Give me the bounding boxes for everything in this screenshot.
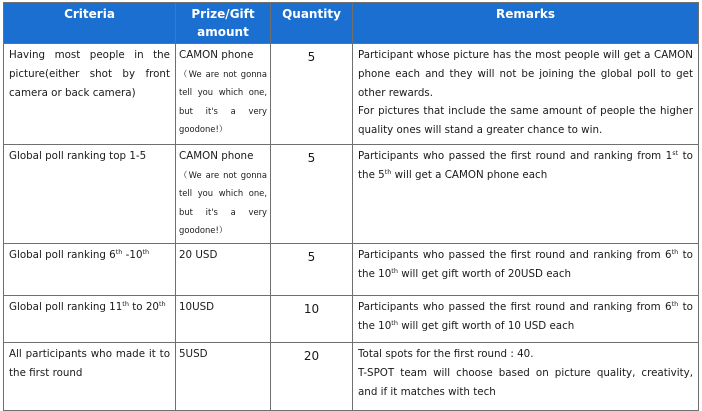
ordinal-suffix: th [391,319,398,328]
criteria-cell: Having most people in the picture(either shot by front camera or back camera) [4,44,176,145]
prize-label: CAMON phone [179,149,254,162]
criteria-text: to 20 [128,301,159,314]
rewards-table [3,2,699,411]
remarks-text: Participants who passed the first round and ranking from 1 [358,149,673,162]
header-row [4,3,699,44]
remarks-paragraph [358,298,693,336]
remarks-paragraph: For pictures that include the same amount of people the higher quality ones will stand a greater chance to win. [358,105,693,137]
prize-note: （We are not gonna tell you which one, but it's a very goodone!） [179,68,267,135]
remarks-paragraph: Total spots for the first round : 40. [358,348,534,361]
criteria-cell: All participants who made it to the first round [4,343,176,411]
quantity-cell: 5 [271,244,353,296]
prize-cell: 5USD [176,343,271,411]
remarks-cell [353,343,699,411]
ordinal-suffix: th [122,300,129,309]
remarks-text: to the 5 [358,149,693,181]
prize-cell: 20 USD [176,244,271,296]
prize-header-line1: Prize/Gift [191,7,255,21]
remarks-header: Remarks [353,3,699,44]
prize-header [176,3,271,44]
prize-cell: 10USD [176,296,271,343]
table-row [4,244,699,296]
remarks-paragraph [358,147,693,185]
quantity-cell: 20 [271,343,353,411]
remarks-cell [353,296,699,343]
remarks-paragraph [358,246,693,284]
ordinal-suffix: th [384,167,392,176]
ordinal-suffix: st [672,148,679,157]
criteria-cell [4,244,176,296]
criteria-text: Global poll ranking 6 [9,249,116,262]
quantity-cell: 5 [271,44,353,145]
quantity-cell: 10 [271,296,353,343]
remarks-text: to the 10 [358,301,693,333]
criteria-cell [4,296,176,343]
remarks-cell [353,44,699,145]
table-row [4,144,699,243]
prize-cell [176,144,271,243]
prize-note: （We are not gonna tell you which one, but it's a very goodone!） [179,169,267,235]
remarks-text: will get gift worth of 20USD each [397,268,572,281]
remarks-paragraph: Participant whose picture has the most people will get a CAMON phone each and they will not be joining the global poll to get other rewards. [358,49,693,99]
ordinal-suffix: th [671,300,679,309]
prize-cell [176,44,271,145]
prize-label: CAMON phone [179,49,254,61]
remarks-text: will get a CAMON phone each [391,168,548,181]
ordinal-suffix: th [115,248,123,257]
remarks-cell [353,144,699,243]
remarks-text: Participants who passed the first round and ranking from 6 [358,249,672,262]
table-row [4,343,699,411]
quantity-cell: 5 [271,144,353,243]
remarks-text: to the 10 [358,249,693,281]
quantity-header: Quantity [271,3,353,44]
remarks-text: will get gift worth of 10 USD each [397,320,575,333]
remarks-paragraph: T-SPOT team will choose based on picture quality, creativity, and if it matches with tech [358,367,693,398]
ordinal-suffix: th [391,267,398,276]
criteria-cell: Global poll ranking top 1-5 [4,144,176,243]
ordinal-suffix: th [142,248,150,257]
remarks-text: Participants who passed the first round and ranking from 6 [358,301,672,314]
table-row [4,44,699,145]
remarks-cell [353,244,699,296]
criteria-text: -10 [122,249,143,262]
ordinal-suffix: th [671,248,679,257]
prize-header-line2: amount [197,25,249,39]
criteria-text: Global poll ranking 11 [9,301,123,314]
table-row [4,296,699,343]
ordinal-suffix: th [158,300,166,309]
criteria-header: Criteria [4,3,176,44]
